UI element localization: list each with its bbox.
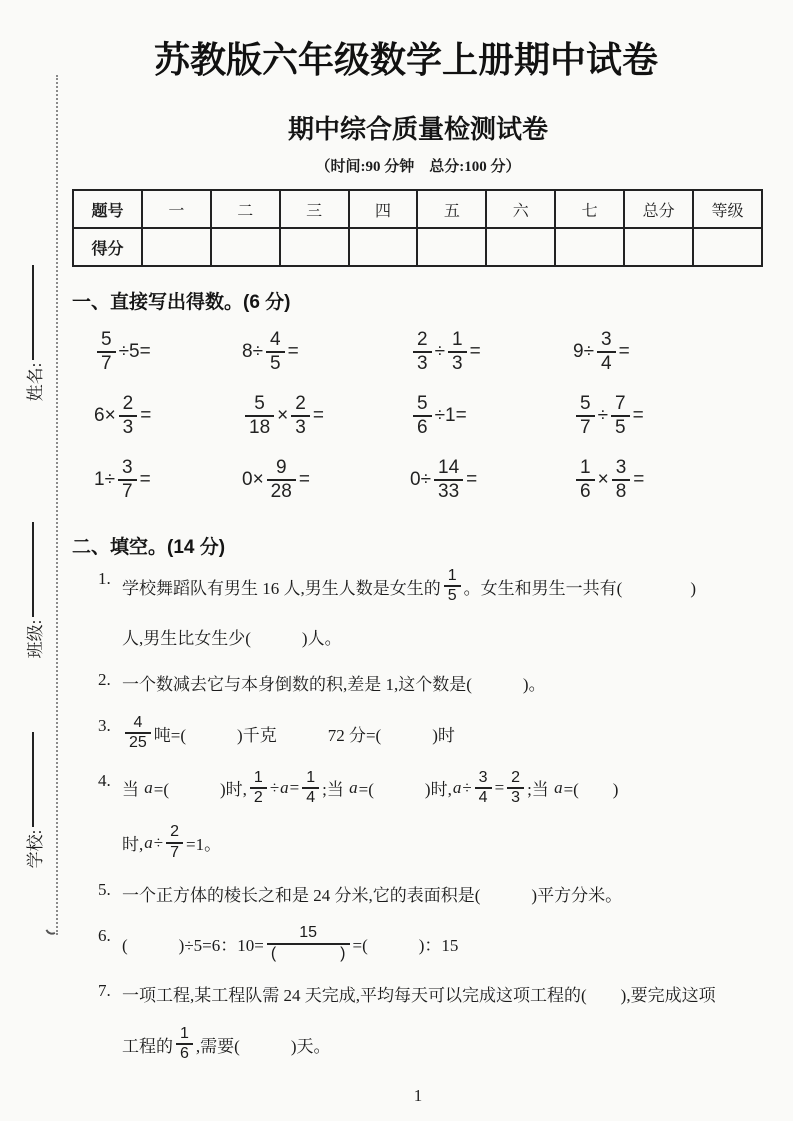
math-text: 学校舞蹈队有男生 16 人,男生人数是女生的	[122, 578, 441, 598]
item-line	[122, 622, 764, 652]
score-table-header-cell: 等级	[693, 190, 762, 228]
math-text: 6×	[94, 405, 116, 426]
school-blank-line	[32, 732, 34, 827]
math-text: 当	[122, 780, 144, 800]
score-table-header-cell: 三	[280, 190, 349, 228]
math-text: 工程的	[122, 1036, 173, 1056]
fraction: $\frac{2}{3}$	[507, 769, 524, 808]
score-table-header-cell: 二	[211, 190, 280, 228]
score-cell	[555, 228, 624, 266]
fraction: $\frac{1}{3}$	[448, 329, 467, 375]
fraction: $\frac{3}{7}$	[118, 457, 137, 503]
fraction: $\frac{5}{7}$	[97, 329, 116, 375]
score-table-score-row	[73, 228, 762, 266]
fraction: $\frac{5}{7}$	[576, 393, 595, 439]
item-line	[122, 714, 764, 753]
math-text: =	[632, 405, 644, 426]
variable: a	[280, 777, 289, 797]
fraction: $\frac{1}{4}$	[302, 769, 319, 808]
fraction: $\frac{1}{6}$	[176, 1025, 193, 1064]
math-text: ;当	[527, 780, 554, 800]
fraction: $\frac{2}{3}$	[119, 393, 138, 439]
item-line	[122, 668, 764, 698]
fill-blank-item	[98, 567, 764, 652]
item-number: 3.	[98, 715, 111, 735]
item-number: 2.	[98, 669, 111, 689]
item-lines	[122, 878, 764, 908]
fraction: $\frac{5}{6}$	[413, 393, 432, 439]
section2-heading: 二、填空。(14 分)	[72, 537, 226, 558]
calc-problem	[573, 320, 764, 384]
math-text: =	[140, 405, 152, 426]
item-line	[122, 979, 764, 1009]
variable: a	[452, 777, 462, 797]
score-table	[72, 189, 763, 267]
score-row-label: 得分	[73, 228, 142, 266]
math-text: ÷	[597, 405, 609, 426]
fraction: $\frac{14}{33}$	[434, 457, 463, 503]
calc-problem	[242, 320, 410, 384]
math-text: =	[289, 777, 300, 797]
fraction: $\frac{5}{18}$	[245, 393, 274, 439]
math-text: 8÷	[242, 341, 263, 362]
item-number: 1.	[98, 569, 111, 588]
math-text: =	[287, 341, 299, 362]
perforation-dotted-line	[56, 75, 58, 935]
fraction: $\frac{1}{5}$	[444, 567, 461, 606]
calc-problem	[410, 320, 573, 384]
math-text: ÷	[269, 777, 280, 797]
math-text: 9÷	[573, 341, 594, 362]
calc-problem	[242, 448, 410, 512]
class-label: 班级:	[25, 619, 45, 659]
math-text: ÷5=	[118, 341, 151, 362]
math-text: =( )	[563, 780, 619, 800]
fraction: $\frac{1}{2}$	[250, 769, 267, 808]
item-lines	[122, 668, 764, 698]
score-cell	[486, 228, 555, 266]
math-text: =	[139, 469, 151, 490]
name-blank-line	[32, 265, 34, 360]
math-text: ( )÷5=6：10=	[122, 936, 264, 956]
item-lines	[122, 979, 764, 1064]
fill-blank-items	[72, 567, 764, 1064]
math-text: ÷	[434, 341, 446, 362]
name-label: 姓名:	[25, 362, 45, 402]
item-number: 6.	[98, 926, 111, 946]
math-text: =( )时,	[153, 780, 247, 800]
calc-problem	[94, 320, 242, 384]
math-text: =	[633, 469, 645, 490]
score-table-header-cell: 题号	[73, 190, 142, 228]
math-text: 一个数减去它与本身倒数的积,差是 1,这个数是( )。	[122, 675, 546, 695]
math-text: =	[618, 341, 630, 362]
score-table-header-cell: 一	[142, 190, 211, 228]
class-blank-line	[32, 522, 34, 617]
math-text: =	[312, 405, 324, 426]
math-text: =	[466, 469, 478, 490]
school-label: 学校:	[25, 829, 45, 869]
score-cell	[142, 228, 211, 266]
item-lines	[122, 924, 764, 963]
calc-problem	[242, 384, 410, 448]
fill-blank-item	[98, 668, 764, 698]
math-text: =	[298, 469, 310, 490]
math-text: =	[469, 341, 481, 362]
page-number: 1	[413, 1085, 423, 1105]
fill-blank-item	[98, 769, 764, 863]
score-cell	[693, 228, 762, 266]
math-text: =( )：15	[352, 936, 459, 956]
item-line	[122, 769, 764, 808]
fraction: $\frac{4}{5}$	[266, 329, 285, 375]
variable: a	[349, 777, 358, 797]
fill-blank-item	[98, 924, 764, 963]
score-table-header-cell: 四	[349, 190, 418, 228]
paper-meta: （时间:90 分钟 总分:100 分）	[315, 159, 521, 175]
math-text: =( )时,	[358, 780, 452, 800]
item-line	[122, 924, 764, 963]
fraction: $\frac{9}{28}$	[267, 457, 296, 503]
fraction: $\frac{3}{8}$	[612, 457, 631, 503]
calc-problem-grid	[72, 320, 764, 512]
item-number: 4.	[98, 770, 111, 790]
math-text: 吨=( )千克 72 分=( )时	[153, 725, 455, 745]
score-table-header-cell: 六	[486, 190, 555, 228]
math-text: 一项工程,某工程队需 24 天完成,平均每天可以完成这项工程的( ),要完成这项	[122, 986, 716, 1006]
fraction: $\frac{4}{25}$	[125, 714, 151, 753]
score-table-header-cell: 七	[555, 190, 624, 228]
fraction: $\frac{7}{5}$	[611, 393, 630, 439]
math-text: 人,男生比女生少( )人。	[122, 629, 342, 649]
variable: a	[554, 777, 563, 797]
math-text: ;当	[322, 780, 349, 800]
score-cell	[211, 228, 280, 266]
item-line	[122, 878, 764, 908]
perforation-mark	[45, 927, 55, 937]
fraction: $\frac{2}{7}$	[166, 823, 183, 862]
score-cell	[417, 228, 486, 266]
item-lines	[122, 714, 764, 753]
fraction: $\frac{3}{4}$	[475, 769, 492, 808]
class-field	[20, 490, 46, 690]
score-cell	[624, 228, 693, 266]
score-cell	[349, 228, 418, 266]
score-cell	[280, 228, 349, 266]
math-text: 1÷	[94, 469, 115, 490]
math-text: =1。	[186, 835, 222, 855]
item-line	[122, 1025, 764, 1064]
item-lines	[122, 567, 764, 652]
fraction: $\frac{2}{3}$	[291, 393, 310, 439]
paper-subtitle: 期中综合质量检测试卷	[287, 114, 548, 144]
variable: a	[144, 832, 153, 852]
school-field	[20, 700, 46, 900]
paper-content	[72, 0, 764, 1106]
math-text: ,需要( )天。	[195, 1036, 331, 1056]
fraction: $\frac{2}{3}$	[413, 329, 432, 375]
math-text: ÷	[462, 777, 472, 797]
name-field	[20, 233, 46, 433]
fraction: $\frac{1}{6}$	[576, 457, 595, 503]
fill-blank-item	[98, 878, 764, 908]
calc-problem	[573, 448, 764, 512]
math-text: ÷	[153, 832, 164, 852]
math-text: 0÷	[410, 469, 431, 490]
score-table-header-row	[73, 190, 762, 228]
section1-heading: 一、直接写出得数。(6 分)	[72, 292, 291, 313]
page-title: 苏教版六年级数学上册期中试卷	[153, 39, 658, 80]
math-text: 0×	[242, 469, 264, 490]
fraction: $\frac{3}{4}$	[597, 329, 616, 375]
fill-blank-item	[98, 714, 764, 753]
item-number: 7.	[98, 980, 111, 1000]
math-text: ÷1=	[434, 405, 467, 426]
calc-problem	[410, 448, 573, 512]
variable: a	[144, 777, 153, 797]
math-text: 时,	[122, 835, 144, 855]
math-text: 一个正方体的棱长之和是 24 分米,它的表面积是( )平方分米。	[122, 885, 623, 905]
item-line	[122, 567, 764, 606]
score-table-header-cell: 总分	[624, 190, 693, 228]
math-text: =	[494, 777, 505, 797]
score-table-header-cell: 五	[417, 190, 486, 228]
math-text: ×	[597, 469, 609, 490]
calc-problem	[573, 384, 764, 448]
item-line	[122, 823, 764, 862]
math-text: 。女生和男生一共有( )	[463, 578, 696, 598]
math-text: ×	[277, 405, 289, 426]
item-number: 5.	[98, 880, 111, 900]
calc-problem	[94, 448, 242, 512]
fraction: $\frac{15}{( )}$	[267, 924, 350, 963]
calc-problem	[410, 384, 573, 448]
calc-problem	[94, 384, 242, 448]
item-lines	[122, 769, 764, 863]
fill-blank-item	[98, 979, 764, 1064]
